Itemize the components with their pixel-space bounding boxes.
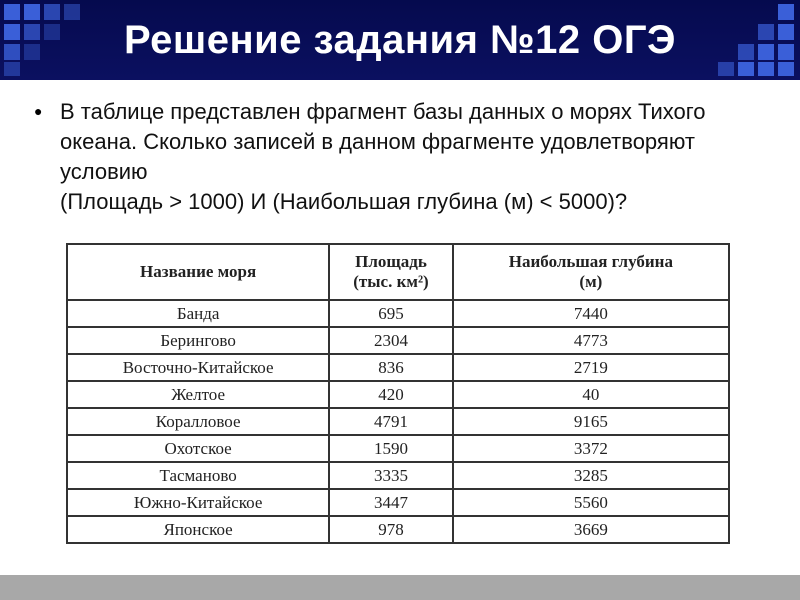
cell-area: 4791	[329, 408, 453, 435]
title-bar	[0, 0, 800, 80]
cell-area: 3447	[329, 489, 453, 516]
table-row	[67, 462, 729, 489]
question-line: условию	[60, 159, 148, 184]
cell-area: 3335	[329, 462, 453, 489]
cell-depth: 4773	[453, 327, 729, 354]
cell-depth: 7440	[453, 300, 729, 327]
cell-depth: 3669	[453, 516, 729, 543]
cell-area: 695	[329, 300, 453, 327]
header-area-line1: Площадь	[355, 252, 427, 271]
header-depth	[453, 244, 729, 300]
header-name: Название моря	[67, 244, 329, 300]
table-row	[67, 408, 729, 435]
cell-name: Коралловое	[67, 408, 329, 435]
question-line: (Площадь > 1000) И (Наибольшая глубина (м) < 5000)?	[60, 189, 628, 214]
header-depth-line2: (м)	[579, 272, 603, 291]
footer-bar	[0, 575, 800, 600]
cell-name: Японское	[67, 516, 329, 543]
cell-depth: 5560	[453, 489, 729, 516]
cell-area: 836	[329, 354, 453, 381]
question-text	[60, 97, 780, 217]
cell-depth: 3285	[453, 462, 729, 489]
slide-title: Решение задания №12 ОГЭ	[123, 18, 676, 62]
cell-area: 1590	[329, 435, 453, 462]
header-depth-line1: Наибольшая глубина	[508, 252, 673, 271]
header-area	[329, 244, 453, 300]
table-row	[67, 381, 729, 408]
table-header-row	[67, 244, 729, 300]
cell-name: Охотское	[67, 435, 329, 462]
table-row	[67, 354, 729, 381]
header-area-line2: (тыс. км²)	[353, 272, 429, 291]
table-row	[67, 435, 729, 462]
cell-depth: 3372	[453, 435, 729, 462]
cell-depth: 2719	[453, 354, 729, 381]
table-row	[67, 489, 729, 516]
cell-name: Банда	[67, 300, 329, 327]
cell-area: 2304	[329, 327, 453, 354]
table-row	[67, 327, 729, 354]
seas-table	[66, 243, 730, 544]
cell-depth: 40	[453, 381, 729, 408]
cell-name: Желтое	[67, 381, 329, 408]
cell-name: Восточно-Китайское	[67, 354, 329, 381]
cell-depth: 9165	[453, 408, 729, 435]
cell-area: 978	[329, 516, 453, 543]
table-row	[67, 516, 729, 543]
cell-name: Тасманово	[67, 462, 329, 489]
question-line: океана. Сколько записей в данном фрагменте удовлетворяют	[60, 129, 695, 154]
cell-area: 420	[329, 381, 453, 408]
table-row	[67, 300, 729, 327]
question-line: В таблице представлен фрагмент базы данных о морях Тихого	[60, 99, 706, 124]
cell-name: Южно-Китайское	[67, 489, 329, 516]
cell-name: Берингово	[67, 327, 329, 354]
bullet-icon: ●	[34, 103, 43, 119]
